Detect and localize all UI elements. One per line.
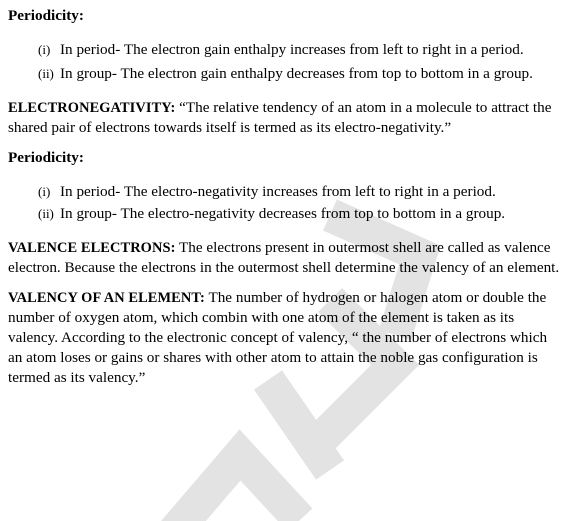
item-number: (i) [38,42,51,57]
periodicity-list [8,182,562,224]
electronegativity-term: ELECTRONEGATIVITY: [8,100,176,116]
item-number: (ii) [38,206,54,221]
valency-text: The number of hydrogen or halogen atom or double the number of oxygen atom, which combin with one atom of the element is taken as its valency. According to the electronic concept of valency, “ the number of electrons which an atom loses or gains or shares with other atom to attain the noble gas configuration is termed as its valency.” [8,289,548,386]
list-item [8,64,562,84]
valence-electrons-text: The electrons present in outermost shell are called as valence electron. Because the electrons in the outermost shell determine the valency of an element. [8,239,560,276]
list-item [8,182,562,202]
valency-term: VALENCY OF AN ELEMENT: [8,290,205,306]
list-item [8,204,562,224]
valence-electrons-paragraph [8,238,562,278]
item-number: (i) [38,184,51,199]
valence-electrons-term: VALENCE ELECTRONS: [8,240,176,256]
item-text: In group- The electron gain enthalpy decreases from top to bottom in a group. [60,65,533,82]
periodicity-heading: Periodicity: [8,149,84,166]
electronegativity-text: “The relative tendency of an atom in a molecule to attract the shared pair of electrons towards itself is termed as its electro-negativity.” [8,99,552,136]
periodicity-list [8,40,562,84]
electronegativity-paragraph [8,98,562,138]
item-text: In period- The electro-negativity increases from left to right in a period. [60,183,496,200]
periodicity-heading: Periodicity: [8,7,84,24]
valency-paragraph [8,288,562,388]
item-number: (ii) [38,66,54,81]
item-text: In group- The electro-negativity decreases from top to bottom in a group. [60,205,506,222]
list-item [8,40,562,60]
item-text: In period- The electron gain enthalpy increases from left to right in a period. [60,41,524,58]
